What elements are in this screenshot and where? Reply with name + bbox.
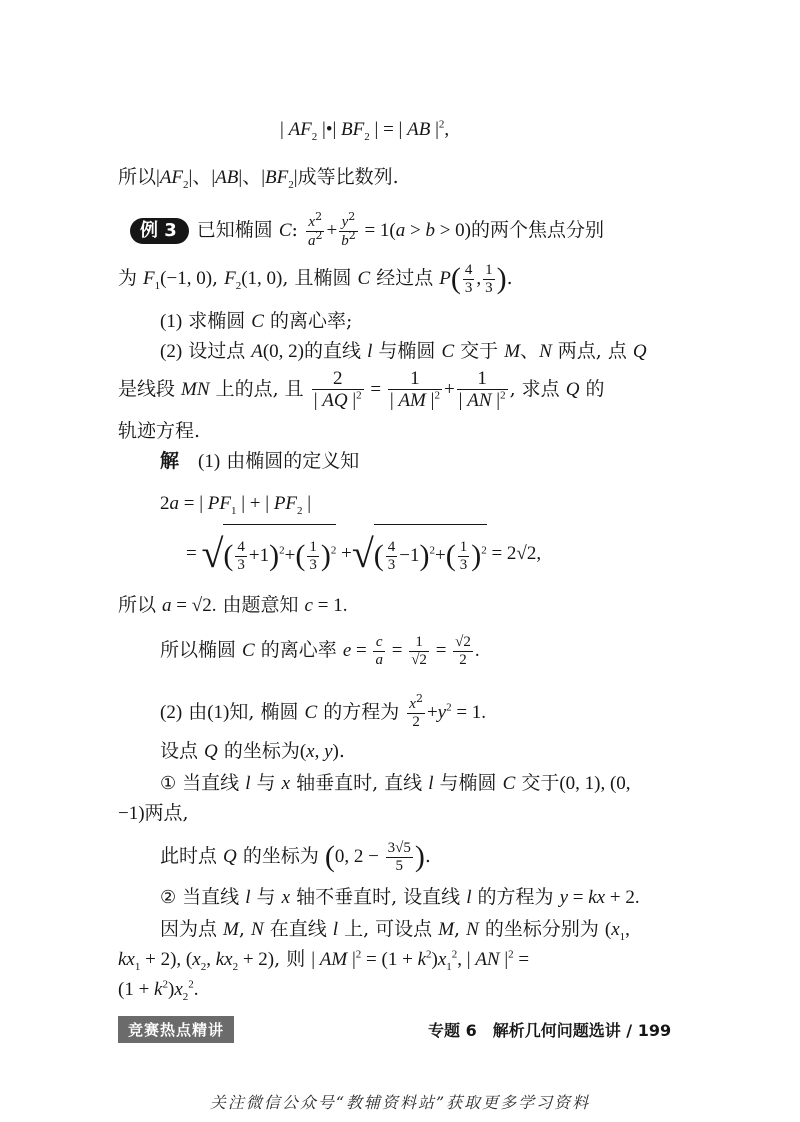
section-tag: 竞赛热点精讲 — [118, 1016, 234, 1043]
text-line: ① 当直线 l 与 x 轴垂直时, 直线 l 与椭圆 C 交于(0, 1), (0, — [160, 772, 631, 794]
example-statement: 例 3 已知椭圆 C: $\frac{x^2}{a^2}$ + $\frac{y^2}{b^2}$ = 1(a > b > 0)的两个焦点分别 — [130, 208, 604, 253]
math-line: 2a = | $PF_1$ | + | $PF_2$ | — [160, 493, 312, 517]
text-line: 所以 a = √2. 由题意知 c = 1. — [118, 594, 348, 616]
text-line: 轨迹方程. — [118, 420, 201, 442]
text-line: $kx_1 + 2$), ($x_2$, $kx_2 + 2$), 则 | AM $|^2 = (1 + k^2)x_1^2$, | AN $|^2$ = — [118, 948, 530, 973]
text-line: ② 当直线 l 与 x 轴不垂直时, 设直线 l 的方程为 y = kx + 2. — [160, 886, 640, 908]
text-line: 此时点 Q 的坐标为 (0, 2 − $\frac{3√5}{5}$ ). — [160, 839, 431, 874]
text-line: (1) 求椭圆 C 的离心率; — [160, 310, 353, 332]
text-line: −1)两点, — [118, 802, 189, 824]
math-line: = √( $\frac{4}{3}$ +1)$^2$+( $\frac{1}{3}$ )$^2$ +√( $\frac{4}{3}$ −1)$^2$+( $\frac{1}{3}$ )$^2$ = 2√2, — [186, 524, 541, 584]
text-line: (2) 由(1)知, 椭圆 C 的方程为 $\frac{x^2}{2}$ $+y^2 = 1$. — [160, 692, 487, 730]
solution-label: 解 — [160, 450, 180, 472]
text-line: | $AF_2$ |•| $BF_2$ | = | AB $|^2$, — [280, 118, 450, 143]
text-line: 设点 Q 的坐标为(x, y). — [160, 740, 345, 762]
text-line: 是线段 MN 上的点, 且 $\frac{2}{| AQ |^2}$ = $\frac{1}{| AM |^2}$ + $\frac{1}{| AN |^2}$ , 求点 Q 的 — [118, 368, 605, 411]
text-line: (2) 设过点 A(0, 2)的直线 l 与椭圆 C 交于 M、N 两点, 点 Q — [160, 340, 647, 362]
example-badge: 例 3 — [130, 218, 189, 244]
text-line: 为 $F_1(-1$, 0), $F_2(1$, 0), 且椭圆 C 经过点 P( $\frac{4}{3}$ , $\frac{1}{3}$ ). — [118, 261, 513, 296]
text-line: 所以椭圆 C 的离心率 e = $\frac{c}{a}$ = $\frac{1}{√2}$ = $\frac{√2}{2}$ . — [160, 633, 480, 668]
solution-heading: 解 (1) 由椭圆的定义知 — [160, 450, 360, 472]
chapter-page-label: 专题 6 解析几何问题选讲 / 199 — [428, 1021, 672, 1040]
text-line: $(1 + k^2)x_2^2$. — [118, 978, 199, 1003]
watermark-text: 关注微信公众号“教辅资料站”获取更多学习资料 — [209, 1093, 591, 1112]
text-line: 所以$|AF_2|$、|AB|、$|BF_2|$成等比数列. — [118, 166, 399, 191]
text-line: 因为点 M, N 在直线 l 上, 可设点 M, N 的坐标分别为 ($x_1$, — [160, 918, 630, 943]
